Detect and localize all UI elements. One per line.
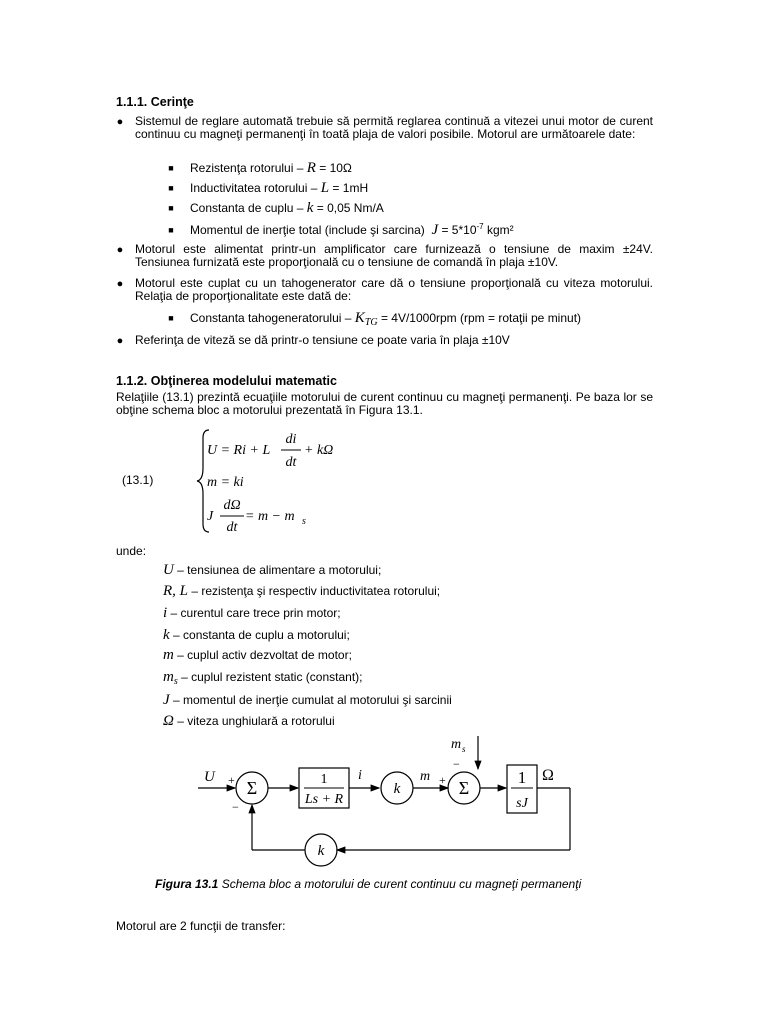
sign-plus-2: +	[439, 773, 446, 787]
data-row-torque-constant: Constanta de cuplu – k = 0,05 Nm/A	[190, 200, 384, 216]
def-i: i – curentul care trece prin motor;	[163, 605, 341, 621]
def-k: k – constanta de cuplu a motorului;	[163, 627, 350, 643]
square-bullet: ■	[168, 203, 174, 213]
footer-text: Motorul are 2 funcţii de transfer:	[116, 919, 286, 933]
def-m: m – cuplul activ dezvoltat de motor;	[163, 647, 352, 663]
bullet: ●	[116, 244, 124, 256]
sign-plus-1: +	[228, 773, 235, 787]
bullet: ●	[116, 278, 124, 290]
figure-caption: Figura 13.1 Schema bloc a motorului de curent continuu cu magneţi permanenţi	[155, 877, 582, 891]
signal-ms-sub: s	[462, 744, 466, 754]
block1-numerator: 1	[320, 772, 328, 787]
eq1-den: dt	[285, 455, 297, 470]
block2-denominator: sJ	[516, 796, 528, 811]
block-diagram	[190, 732, 590, 872]
def-R-L: R, L – rezistenţa şi respectiv inductivitatea rotorului;	[163, 583, 441, 599]
block1-denominator: Ls + R	[304, 792, 344, 807]
signal-ms: m	[451, 737, 462, 752]
def-U: U – tensiunea de alimentare a motorului;	[163, 562, 382, 578]
data-row-inductance: Inductivitatea rotorului – L = 1mH	[190, 180, 369, 196]
sign-minus-2: −	[453, 757, 460, 771]
sign-minus-1: −	[232, 800, 239, 814]
eq3-lhs: J	[207, 509, 214, 524]
paragraph-intro: Relaţiile (13.1) prezintă ecuaţiile motorului de curent continuu cu magneţi permanenţi. Pe baza lor se obţine schema bloc a motorului prezentată în Figura 13.1.	[116, 390, 653, 417]
equation-system	[195, 424, 355, 539]
square-bullet: ■	[168, 225, 174, 235]
eq3-sub: s	[302, 516, 306, 527]
bullet: ●	[116, 335, 124, 347]
sigma-2: Σ	[458, 778, 470, 798]
feedback-k-label: k	[317, 843, 325, 859]
eq1-num: di	[285, 432, 297, 447]
def-J: J – momentul de inerţie cumulat al motorului şi sarcinii	[163, 692, 452, 708]
section-title-cerinte: 1.1.1. Cerinţe	[116, 95, 194, 109]
square-bullet: ■	[168, 183, 174, 193]
eq1-lhs: U = Ri + L	[207, 443, 271, 458]
paragraph-amplifier: Motorul este alimentat printr-un amplificator care furnizează o tensiune de maxim ±24V. Tensiunea furnizată este proporţională cu o tensiune de comandă în plaja ±10V.	[135, 242, 653, 269]
block2-numerator: 1	[517, 768, 527, 787]
equation-label: (13.1)	[122, 473, 154, 487]
signal-U: U	[204, 769, 215, 785]
gain-k-label: k	[393, 781, 401, 797]
where-label: unde:	[116, 544, 147, 558]
eq3-den: dt	[226, 520, 238, 535]
paragraph-reference: Referinţa de viteză se dă printr-o tensiune ce poate varia în plaja ±10V	[135, 333, 510, 347]
square-bullet: ■	[168, 163, 174, 173]
signal-i: i	[358, 768, 362, 783]
eq2: m = ki	[207, 475, 244, 490]
def-omega: Ω – viteza unghiulară a rotorului	[163, 713, 335, 729]
data-row-inertia: Momentul de inerţie total (include şi sarcina) $J = 5*10^{-7}$ kgm²	[190, 222, 514, 238]
eq3-rhs: = m − m	[245, 509, 295, 524]
eq1-rhs: + kΩ	[304, 443, 334, 458]
paragraph-tachogenerator: Motorul este cuplat cu un tahogenerator care dă o tensiune proporţională cu viteza motorului. Relaţia de proporţionalitate este dată de:	[135, 276, 653, 303]
signal-m: m	[420, 769, 431, 784]
sigma-1: Σ	[246, 778, 258, 798]
eq3-num: dΩ	[223, 498, 241, 513]
def-ms: $m_s$ – cuplul rezistent static (constant);	[163, 669, 363, 687]
data-row-tacho-constant: Constanta tahogeneratorului – $K_{TG} = 4V/1000rpm$ (rpm = rotaţii pe minut)	[190, 310, 582, 328]
signal-omega: Ω	[542, 767, 554, 784]
data-row-resistance: Rezistenţa rotorului – R = 10Ω	[190, 160, 352, 176]
square-bullet: ■	[168, 313, 174, 323]
paragraph-requirements: Sistemul de reglare automată trebuie să permită reglarea continuă a vitezei unui motor de curent continuu cu magneţi permanenţi în toată plaja de valori posibile. Motorul are următoarele date:	[135, 114, 653, 141]
section-title-model: 1.1.2. Obţinerea modelului matematic	[116, 374, 337, 388]
bullet: ●	[116, 116, 124, 128]
